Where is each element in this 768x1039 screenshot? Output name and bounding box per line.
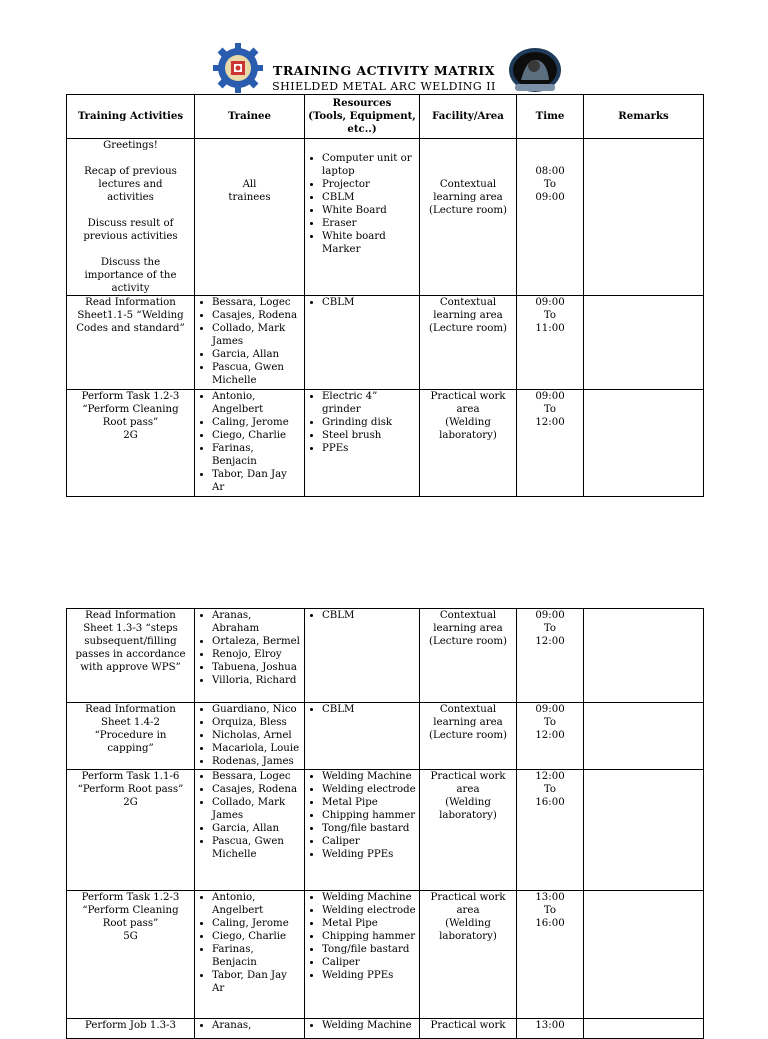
trainee-item: • Antonio, Angelbert [212, 891, 301, 917]
training-matrix-table-page2 [66, 608, 704, 1039]
remarks-cell [584, 296, 704, 390]
table-row [67, 296, 704, 390]
trainee-item: • Tabuena, Joshua [212, 661, 301, 674]
column-header: Facility/Area [420, 95, 517, 139]
resources-cell [305, 390, 420, 497]
resource-item: • CBLM [322, 703, 416, 716]
resource-item: • Tong/file bastard [322, 822, 416, 835]
facility-cell: Practical work area (Welding laboratory) [420, 770, 517, 891]
time-cell: 13:00 [517, 1019, 584, 1039]
resources-cell [305, 139, 420, 296]
training-matrix-table-page1 [66, 94, 704, 497]
activity-cell: Read Information Sheet1.1-5 “Welding Codes and standard” [67, 296, 195, 390]
resource-item: • Metal Pipe [322, 917, 416, 930]
trainee-item: • Macariola, Louie [212, 742, 301, 755]
resource-item: • Eraser [322, 217, 416, 230]
trainee-cell [195, 609, 305, 703]
trainee-item: • Collado, Mark James [212, 322, 301, 348]
facility-cell: Contextual learning area (Lecture room) [420, 609, 517, 703]
trainee-item: • Pascua, Gwen Michelle [212, 835, 301, 861]
resources-cell [305, 891, 420, 1019]
resource-item: • White Board [322, 204, 416, 217]
table-row [67, 390, 704, 497]
facility-cell: Practical work area (Welding laboratory) [420, 891, 517, 1019]
activity-cell: Perform Task 1.1-6 “Perform Root pass” 2G [67, 770, 195, 891]
resource-item: • Welding Machine [322, 891, 416, 904]
trainee-cell [195, 296, 305, 390]
resource-item: • Computer unit or laptop [322, 152, 416, 178]
activity-cell: Perform Task 1.2-3 “Perform Cleaning Root pass” 5G [67, 891, 195, 1019]
resource-item: • Tong/file bastard [322, 943, 416, 956]
column-header: Training Activities [67, 95, 195, 139]
activity-cell: Read Information Sheet 1.3-3 “steps subsequent/filling passes in accordance with approve WPS” [67, 609, 195, 703]
trainee-item: • Garcia, Allan [212, 348, 301, 361]
resource-item: • PPEs [322, 442, 416, 455]
resource-item: • White board Marker [322, 230, 416, 256]
resource-item: • Caliper [322, 835, 416, 848]
trainee-item: • Villoria, Richard [212, 674, 301, 687]
time-cell: 08:00 To 09:00 [517, 139, 584, 296]
time-cell: 12:00 To 16:00 [517, 770, 584, 891]
trainee-item: • Collado, Mark James [212, 796, 301, 822]
table-row [67, 1019, 704, 1039]
trainee-item: • Bessara, Logec [212, 296, 301, 309]
table-row [67, 609, 704, 703]
trainee-item: • Casajes, Rodena [212, 783, 301, 796]
trainee-item: • Ciego, Charlie [212, 429, 301, 442]
resource-item: • Welding electrode [322, 904, 416, 917]
resources-cell [305, 770, 420, 891]
resource-item: • Caliper [322, 956, 416, 969]
resource-item: • Electric 4” grinder [322, 390, 416, 416]
trainee-cell [195, 703, 305, 770]
table-row [67, 891, 704, 1019]
column-header: Time [517, 95, 584, 139]
trainee-item: • Aranas, [212, 1019, 301, 1032]
trainee-item: • Ortaleza, Bermel [212, 635, 301, 648]
trainee-item: • Farinas, Benjacin [212, 943, 301, 969]
table-row [67, 770, 704, 891]
trainee-item: • Rodenas, James [212, 755, 301, 768]
time-cell: 09:00 To 12:00 [517, 609, 584, 703]
resource-item: • Welding electrode [322, 783, 416, 796]
resource-item: • Steel brush [322, 429, 416, 442]
activity-cell: Greetings! Recap of previous lectures and activities Discuss result of previous activities Discuss the importance of the activity [67, 139, 195, 296]
trainee-item: • Caling, Jerome [212, 416, 301, 429]
resources-cell [305, 609, 420, 703]
trainee-cell [195, 1019, 305, 1039]
resource-item: • CBLM [322, 296, 416, 309]
time-cell: 09:00 To 12:00 [517, 390, 584, 497]
facility-cell: Contextual learning area (Lecture room) [420, 139, 517, 296]
facility-cell: Contextual learning area (Lecture room) [420, 703, 517, 770]
table-row [67, 703, 704, 770]
time-cell: 13:00 To 16:00 [517, 891, 584, 1019]
remarks-cell [584, 770, 704, 891]
resource-item: • Welding Machine [322, 1019, 416, 1032]
remarks-cell [584, 390, 704, 497]
resource-item: • Welding PPEs [322, 848, 416, 861]
activity-cell: Perform Job 1.3-3 [67, 1019, 195, 1039]
trainee-item: • Antonio, Angelbert [212, 390, 301, 416]
resource-item: • Welding PPEs [322, 969, 416, 982]
resource-item: • CBLM [322, 609, 416, 622]
trainee-item: • Renojo, Elroy [212, 648, 301, 661]
activity-cell: Read Information Sheet 1.4-2 “Procedure in capping” [67, 703, 195, 770]
time-cell: 09:00 To 12:00 [517, 703, 584, 770]
resource-item: • CBLM [322, 191, 416, 204]
remarks-cell [584, 139, 704, 296]
remarks-cell [584, 609, 704, 703]
trainee-item: • Aranas, Abraham [212, 609, 301, 635]
resource-item: • Chipping hammer [322, 930, 416, 943]
trainee-item: • Caling, Jerome [212, 917, 301, 930]
facility-cell: Practical work area (Welding laboratory) [420, 390, 517, 497]
remarks-cell [584, 1019, 704, 1039]
remarks-cell [584, 703, 704, 770]
resource-item: • Chipping hammer [322, 809, 416, 822]
trainee-item: • Orquiza, Bless [212, 716, 301, 729]
resource-item: • Welding Machine [322, 770, 416, 783]
trainee-item: • Tabor, Dan Jay Ar [212, 969, 301, 995]
column-header: Remarks [584, 95, 704, 139]
trainee-cell [195, 390, 305, 497]
column-header: Trainee [195, 95, 305, 139]
trainee-item: • Nicholas, Arnel [212, 729, 301, 742]
resources-cell [305, 1019, 420, 1039]
trainee-item: • Bessara, Logec [212, 770, 301, 783]
time-cell: 09:00 To 11:00 [517, 296, 584, 390]
resources-cell [305, 296, 420, 390]
trainee-cell [195, 891, 305, 1019]
trainee-item: • Farinas, Benjacin [212, 442, 301, 468]
resource-item: • Projector [322, 178, 416, 191]
facility-cell: Contextual learning area (Lecture room) [420, 296, 517, 390]
trainee-item: • Casajes, Rodena [212, 309, 301, 322]
trainee-item: • Guardiano, Nico [212, 703, 301, 716]
document-subtitle: SHIELDED METAL ARC WELDING II [272, 80, 496, 93]
trainee-item: • Garcia, Allan [212, 822, 301, 835]
trainee-cell [195, 770, 305, 891]
trainee-item: • Pascua, Gwen Michelle [212, 361, 301, 387]
trainee-item: • Ciego, Charlie [212, 930, 301, 943]
resources-cell [305, 703, 420, 770]
trainee-cell: All trainees [195, 139, 305, 296]
remarks-cell [584, 891, 704, 1019]
table-row [67, 139, 704, 296]
document-title: TRAINING ACTIVITY MATRIX [273, 63, 495, 78]
activity-cell: Perform Task 1.2-3 “Perform Cleaning Root pass” 2G [67, 390, 195, 497]
trainee-item: • Tabor, Dan Jay Ar [212, 468, 301, 494]
resource-item: • Grinding disk [322, 416, 416, 429]
facility-cell: Practical work [420, 1019, 517, 1039]
resource-item: • Metal Pipe [322, 796, 416, 809]
column-header: Resources (Tools, Equipment, etc..) [305, 95, 420, 139]
